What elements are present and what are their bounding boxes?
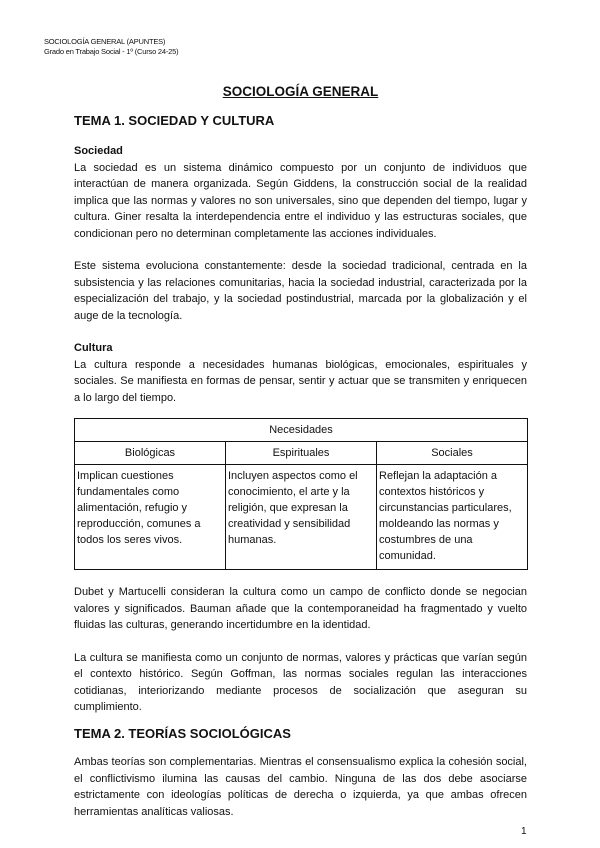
table-header: Sociales bbox=[377, 442, 528, 465]
paragraph: Dubet y Martucelli consideran la cultura como un campo de conflicto donde se negocian valores y significados. Bauman añade que la contemporaneidad ha fragmentado y vuelto fluidas las culturas, generando incertidumbre en la identidad. bbox=[74, 586, 527, 631]
header-line-2: Grado en Trabajo Social - 1º (Curso 24-25) bbox=[44, 47, 179, 56]
cultura-heading: Cultura bbox=[74, 342, 113, 354]
page-content bbox=[74, 84, 527, 836]
needs-table bbox=[74, 418, 528, 570]
table-header: Espirituales bbox=[226, 442, 377, 465]
running-header bbox=[44, 37, 178, 57]
table-cell: Reflejan la adaptación a contextos históricos y circunstancias particulares, moldeando las normas y costumbres de una comunidad. bbox=[377, 465, 528, 570]
paragraph: La cultura se manifiesta como un conjunto de normas, valores y prácticas que varían según el contexto histórico. Según Goffman, las normas sociales regulan las interacciones cotidianas, interiorizando mediante procesos de socialización que aseguran su cumplimiento. bbox=[74, 651, 527, 713]
tema2-heading: TEMA 2. TEORÍAS SOCIOLÓGICAS bbox=[74, 725, 291, 741]
document-title: SOCIOLOGÍA GENERAL bbox=[222, 84, 379, 99]
table-header: Biológicas bbox=[75, 442, 226, 465]
header-line-1: SOCIOLOGÍA GENERAL (APUNTES) bbox=[44, 37, 166, 46]
page-number: 1 bbox=[521, 826, 527, 837]
table-cell: Incluyen aspectos como el conocimiento, el arte y la religión, que expresan la creatividad y sensibilidad humanas. bbox=[226, 465, 377, 570]
table-title: Necesidades bbox=[75, 419, 528, 442]
paragraph: La sociedad es un sistema dinámico compuesto por un conjunto de individuos que interactúan de manera organizada. Según Giddens, la construcción social de la realidad implica que las normas y valores no son universales, sino que dependen del tiempo, lugar y cultura. Giner resalta la interdependencia entre el individuo y las estructuras sociales, que condicionan pero no determinan completamente las acciones individuales. bbox=[74, 161, 527, 240]
paragraph: Ambas teorías son complementarias. Mientras el consensualismo explica la cohesión social, el conflictivismo ilumina las causas del cambio. Ninguna de las dos debe asociarse estrictamente con ideologías políticas de derecha o izquierda, ya que ambas ofrecen herramientas analíticas valiosas. bbox=[74, 756, 527, 818]
paragraph: La cultura responde a necesidades humanas biológicas, emocionales, espirituales y sociales. Se manifiesta en formas de pensar, sentir y actuar que se transmiten y enriquecen a lo largo del tiempo. bbox=[74, 358, 527, 404]
sociedad-heading: Sociedad bbox=[74, 145, 123, 157]
table-cell: Implican cuestiones fundamentales como alimentación, refugio y reproducción, comunes a todos los seres vivos. bbox=[75, 465, 226, 570]
tema1-heading: TEMA 1. SOCIEDAD Y CULTURA bbox=[74, 112, 275, 128]
paragraph: Este sistema evoluciona constantemente: desde la sociedad tradicional, centrada en la subsistencia y las relaciones comunitarias, hacia la sociedad industrial, caracterizada por la especialización del trabajo, y la sociedad postindustrial, marcada por la globalización y el auge de la tecnología. bbox=[74, 260, 527, 322]
